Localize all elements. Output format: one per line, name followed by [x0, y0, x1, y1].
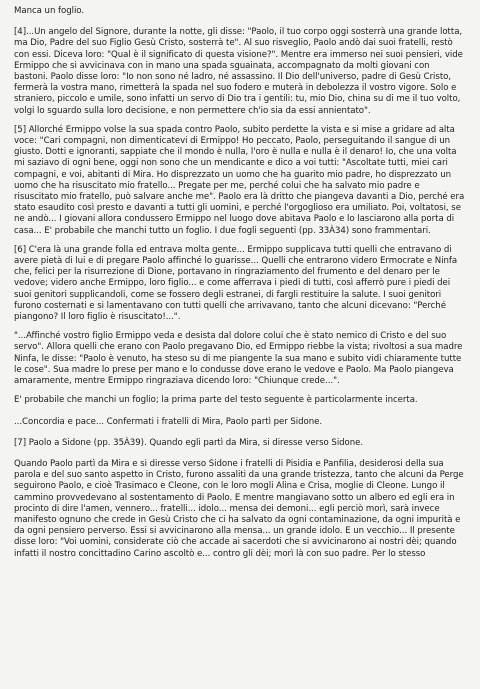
paragraph-7-body: Quando Paolo partì da Mira e si diresse verso Sidone i fratelli di Pisidia e Panfilia, desiderosi della sua parola e del suo santo aspetto in Cristo, furono assaliti da una grande tristezza, tanto che alcuni da Perge seguirono Paolo, e cioè Trasimaco e Cleone, con le loro mogli Alina e Crisa, moglie di Cleone. Lungo il cammino provvedevano al sostentamento di Paolo. E mentre mangiavano sotto un albero ed egli era in procinto di dire l'amen, vennero... fratelli... idolo... mensa dei demoni... egli perciò morì, sarà invece manifesto ognuno che crede in Gesù Cristo che ci ha salvato da ogni contaminazione, da ogni impurità e da ogni pensiero perverso. Essi si avvicinarono alla mensa... un grande idolo. E un vecchio... Il presente disse loro: "Voi uomini, considerate ciò che accade ai sacerdoti che si avvicinarono ai nostri dèi; quando infatti il nostro concittadino Carino ascoltò e... contro gli dèi; morì là con suo padre. Per lo stesso: [14, 458, 464, 559]
paragraph-4: [4]...Un angelo del Signore, durante la notte, gli disse: "Paolo, il tuo corpo oggi sosterrà una grande lotta, ma Dio, Padre del suo Figlio Gesù Cristo, sosterrà te". Al suo risveglio, Paolo andò dai suoi fratelli, restò con essi. Diceva loro: "Qual è il significato di questa visione?". Mentre era immerso nei suoi pensieri, vide Ermippo che si avvicinava con in mano una spada sguainata, accompagnato da molti giovani con bastoni. Paolo disse loro: "Io non sono né ladro, né assassino. Il Dio dell'universo, padre di Gesù Cristo, fermerà la vostra mano, rimetterà la spada nel suo fodero e muterà in debolezza il vostro vigore. Solo e straniero, piccolo e umile, sono infatti un servo di Dio tra i gentili: tu, mio Dio, china su di me il tuo volto, volgi lo sguardo sulla loro decisione, e non permettere ch'io sia da essi annientato".: [14, 27, 463, 116]
section-7-heading: [7] Paolo a Sidone (pp. 35À39). Quando egli partì da Mira, si diresse verso Sidone.: [14, 437, 364, 448]
note-missing-sheet: E' probabile che manchi un foglio; la prima parte del testo seguente è particolarmente incerta.: [14, 395, 418, 406]
transition-line: ...Concordia e pace... Confermati i fratelli di Mira, Paolo partì per Sidone.: [14, 416, 323, 427]
paragraph-6-continued: "...Affinché vostro figlio Ermippo veda e desista dal dolore colui che è stato nemico di Cristo e del suo servo". Allora quelli che erano con Paolo pregavano Dio, ed Ermippo riebbe la vista; rivoltosi a sua madre Ninfa, le disse: "Paolo è venuto, ha steso su di me piangente la sua mano e subito vidi chiaramente tutte le cose". Sua madre lo prese per mano e lo condusse dove erano le vedove e Paolo. Ma Paolo piangeva amaramente, mentre Ermippo ringraziava dicendo loro: "Chiunque crede...".: [14, 331, 463, 387]
note-missing-leaf: Manca un foglio.: [14, 6, 85, 16]
paragraph-5: [5] Allorché Ermippo volse la sua spada contro Paolo, subito perdette la vista e si mise a gridare ad alta voce: "Cari compagni, non dimenticatevi di Ermippo! Ho peccato, Paolo, perseguitando il sangue di un giusto. Dotti e ignoranti, sappiate che il mondo è nulla, l'oro è nulla e nulla è il denaro! Io, che una volta mi saziavo di ogni bene, oggi non sono che un mendicante e dico a voi tutti: "Ascoltate tutti, miei cari compagni, e voi, abitanti di Mira. Ho disprezzato un uomo che ha guarito mio padre, ho disprezzato un uomo che ha risuscitato mio fratello... Pregate per me, perché colui che ha salvato mio padre e risuscitato mio fratello, può salvare anche me". Paolo era là dritto che piangeva davanti a Dio, perché era stato esaudito così presto e davanti a tutti gli uomini, e perché l'orgoglioso era umiliato. Poi, voltatosi, se ne andò... I giovani allora condussero Ermippo nel luogo dove abitava Paolo e lo lasciarono alla porta di casa... E' probabile che manchi tutto un foglio. I due fogli seguenti (pp. 33À34) sono frammentari.: [14, 124, 465, 236]
paragraph-6: [6] C'era là una grande folla ed entrava molta gente... Ermippo supplicava tutti quelli che entravano di avere pietà di lui e di pregare Paolo affinché lo guarisse... Quelli che entrarono videro Ermocrate e Ninfa che, felici per la risurrezione di Dione, portavano in ringraziamento del frumento e del denaro per le vedove; videro anche Ermippo, loro figlio... e come afferrava i piedi di tutti, così afferrò pure i piedi dei suoi genitori supplicandoli, come se fossero degli estranei, di fargli restituire la salute. I suoi genitori furono costernati e si lamentavano con tutti quelli che arrivavano, tanto che alcuni dicevano: "Perché piangono? Il loro figlio è risuscitato!...".: [14, 244, 458, 323]
